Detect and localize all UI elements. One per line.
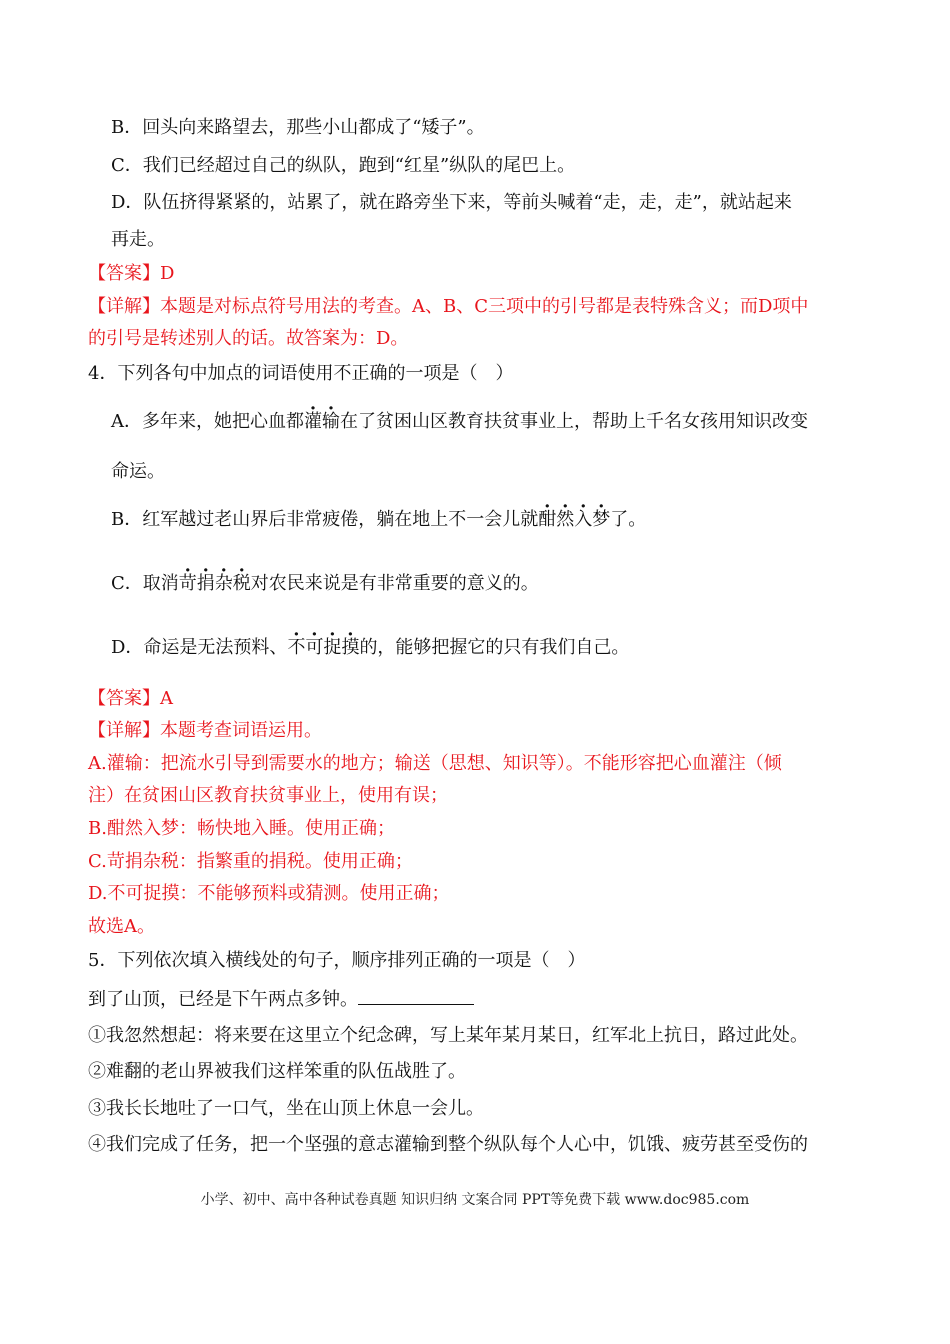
q3-option-d: D．队伍挤得紧紧的，站累了，就在路旁坐下来，等前头喊着“走，走，走”，就站起来 xyxy=(111,192,792,213)
dotted-char: 输 xyxy=(322,411,340,432)
dotted-char: 不 xyxy=(287,637,306,658)
dotted-char: 可 xyxy=(305,637,324,658)
q4-a-text: A．多年来，她把心血都 xyxy=(111,411,304,432)
q4-d-text: 的，能够把握它的只有我们自己。 xyxy=(359,637,630,658)
dotted-char: 杂 xyxy=(214,573,233,594)
q4-c-text: 对农民来说是有非常重要的意义的。 xyxy=(250,573,539,594)
q5-lead-text: 到了山顶，已经是下午两点多钟。 xyxy=(88,989,358,1010)
dotted-char: 灌 xyxy=(304,411,322,432)
q4-detail-line: 【详解】本题考查词语运用。 xyxy=(88,720,322,741)
dotted-char: 摸 xyxy=(341,637,360,658)
q4-option-a xyxy=(111,409,808,435)
q4-detail-line: 注）在贫困山区教育扶贫事业上，使用有误； xyxy=(88,785,448,806)
q4-answer: 【答案】A xyxy=(88,688,173,709)
q5-item: ④我们完成了任务，把一个坚强的意志灌输到整个纵队每个人心中，饥饿、疲劳甚至受伤的 xyxy=(88,1134,808,1155)
q4-detail-line: C.苛捐杂税：指繁重的捐税。使用正确； xyxy=(88,851,413,872)
q3-detail-line: 【详解】本题是对标点符号用法的考查。A、B、C三项中的引号都是表特殊含义；而D项中 xyxy=(88,296,809,317)
q5-item: ②难翻的老山界被我们这样笨重的队伍战胜了。 xyxy=(88,1061,466,1082)
q4-detail-line: A.灌输：把流水引导到需要水的地方；输送（思想、知识等）。不能形容把心血灌注（倾 xyxy=(88,753,782,774)
q4-b-text: 了。 xyxy=(610,509,647,530)
q4-stem: 4．下列各句中加点的词语使用不正确的一项是（ ） xyxy=(88,363,514,384)
dotted-char: 捉 xyxy=(323,637,342,658)
dotted-char: 捐 xyxy=(196,573,215,594)
q4-d-text: D．命运是无法预料、 xyxy=(111,637,288,658)
q4-a-text: 在了贫困山区教育扶贫事业上，帮助上千名女孩用知识改变 xyxy=(340,411,808,432)
dotted-char: 酣 xyxy=(538,509,557,530)
q3-option-d-cont: 再走。 xyxy=(111,229,165,250)
q3-detail-line: 的引号是转述别人的话。故答案为：D。 xyxy=(88,328,409,349)
q4-c-text: C．取消 xyxy=(111,573,179,594)
q5-stem: 5．下列依次填入横线处的句子，顺序排列正确的一项是（ ） xyxy=(88,950,586,971)
q4-option-a-cont: 命运。 xyxy=(111,461,165,482)
answer-blank xyxy=(358,986,474,1005)
dotted-char: 然 xyxy=(556,509,575,530)
q4-detail-line: B.酣然入梦：畅快地入睡。使用正确； xyxy=(88,818,395,839)
dotted-char: 苛 xyxy=(178,573,197,594)
q4-option-b xyxy=(111,507,646,533)
page-footer: 小学、初中、高中各种试卷真题 知识归纳 文案合同 PPT等免费下载 www.doc985.com xyxy=(200,1192,750,1208)
q4-detail-line: 故选A。 xyxy=(88,916,155,937)
q3-option-c: C．我们已经超过自己的纵队，跑到“红星”纵队的尾巴上。 xyxy=(111,155,576,176)
dotted-char: 梦 xyxy=(592,509,611,530)
q4-option-c xyxy=(111,571,539,597)
q5-item: ①我忽然想起：将来要在这里立个纪念碑，写上某年某月某日，红军北上抗日，路过此处。 xyxy=(88,1025,808,1046)
q4-detail-line: D.不可捉摸：不能够预料或猜测。使用正确； xyxy=(88,883,450,904)
q4-b-text: B．红军越过老山界后非常疲倦，躺在地上不一会儿就 xyxy=(111,509,539,530)
q4-option-d xyxy=(111,635,629,661)
q3-option-b: B．回头向来路望去，那些小山都成了“矮子”。 xyxy=(111,117,485,138)
dotted-char: 入 xyxy=(574,509,593,530)
q5-lead xyxy=(88,986,474,1013)
q3-answer: 【答案】D xyxy=(88,263,175,284)
dotted-char: 税 xyxy=(232,573,251,594)
q5-item: ③我长长地吐了一口气，坐在山顶上休息一会儿。 xyxy=(88,1098,484,1119)
